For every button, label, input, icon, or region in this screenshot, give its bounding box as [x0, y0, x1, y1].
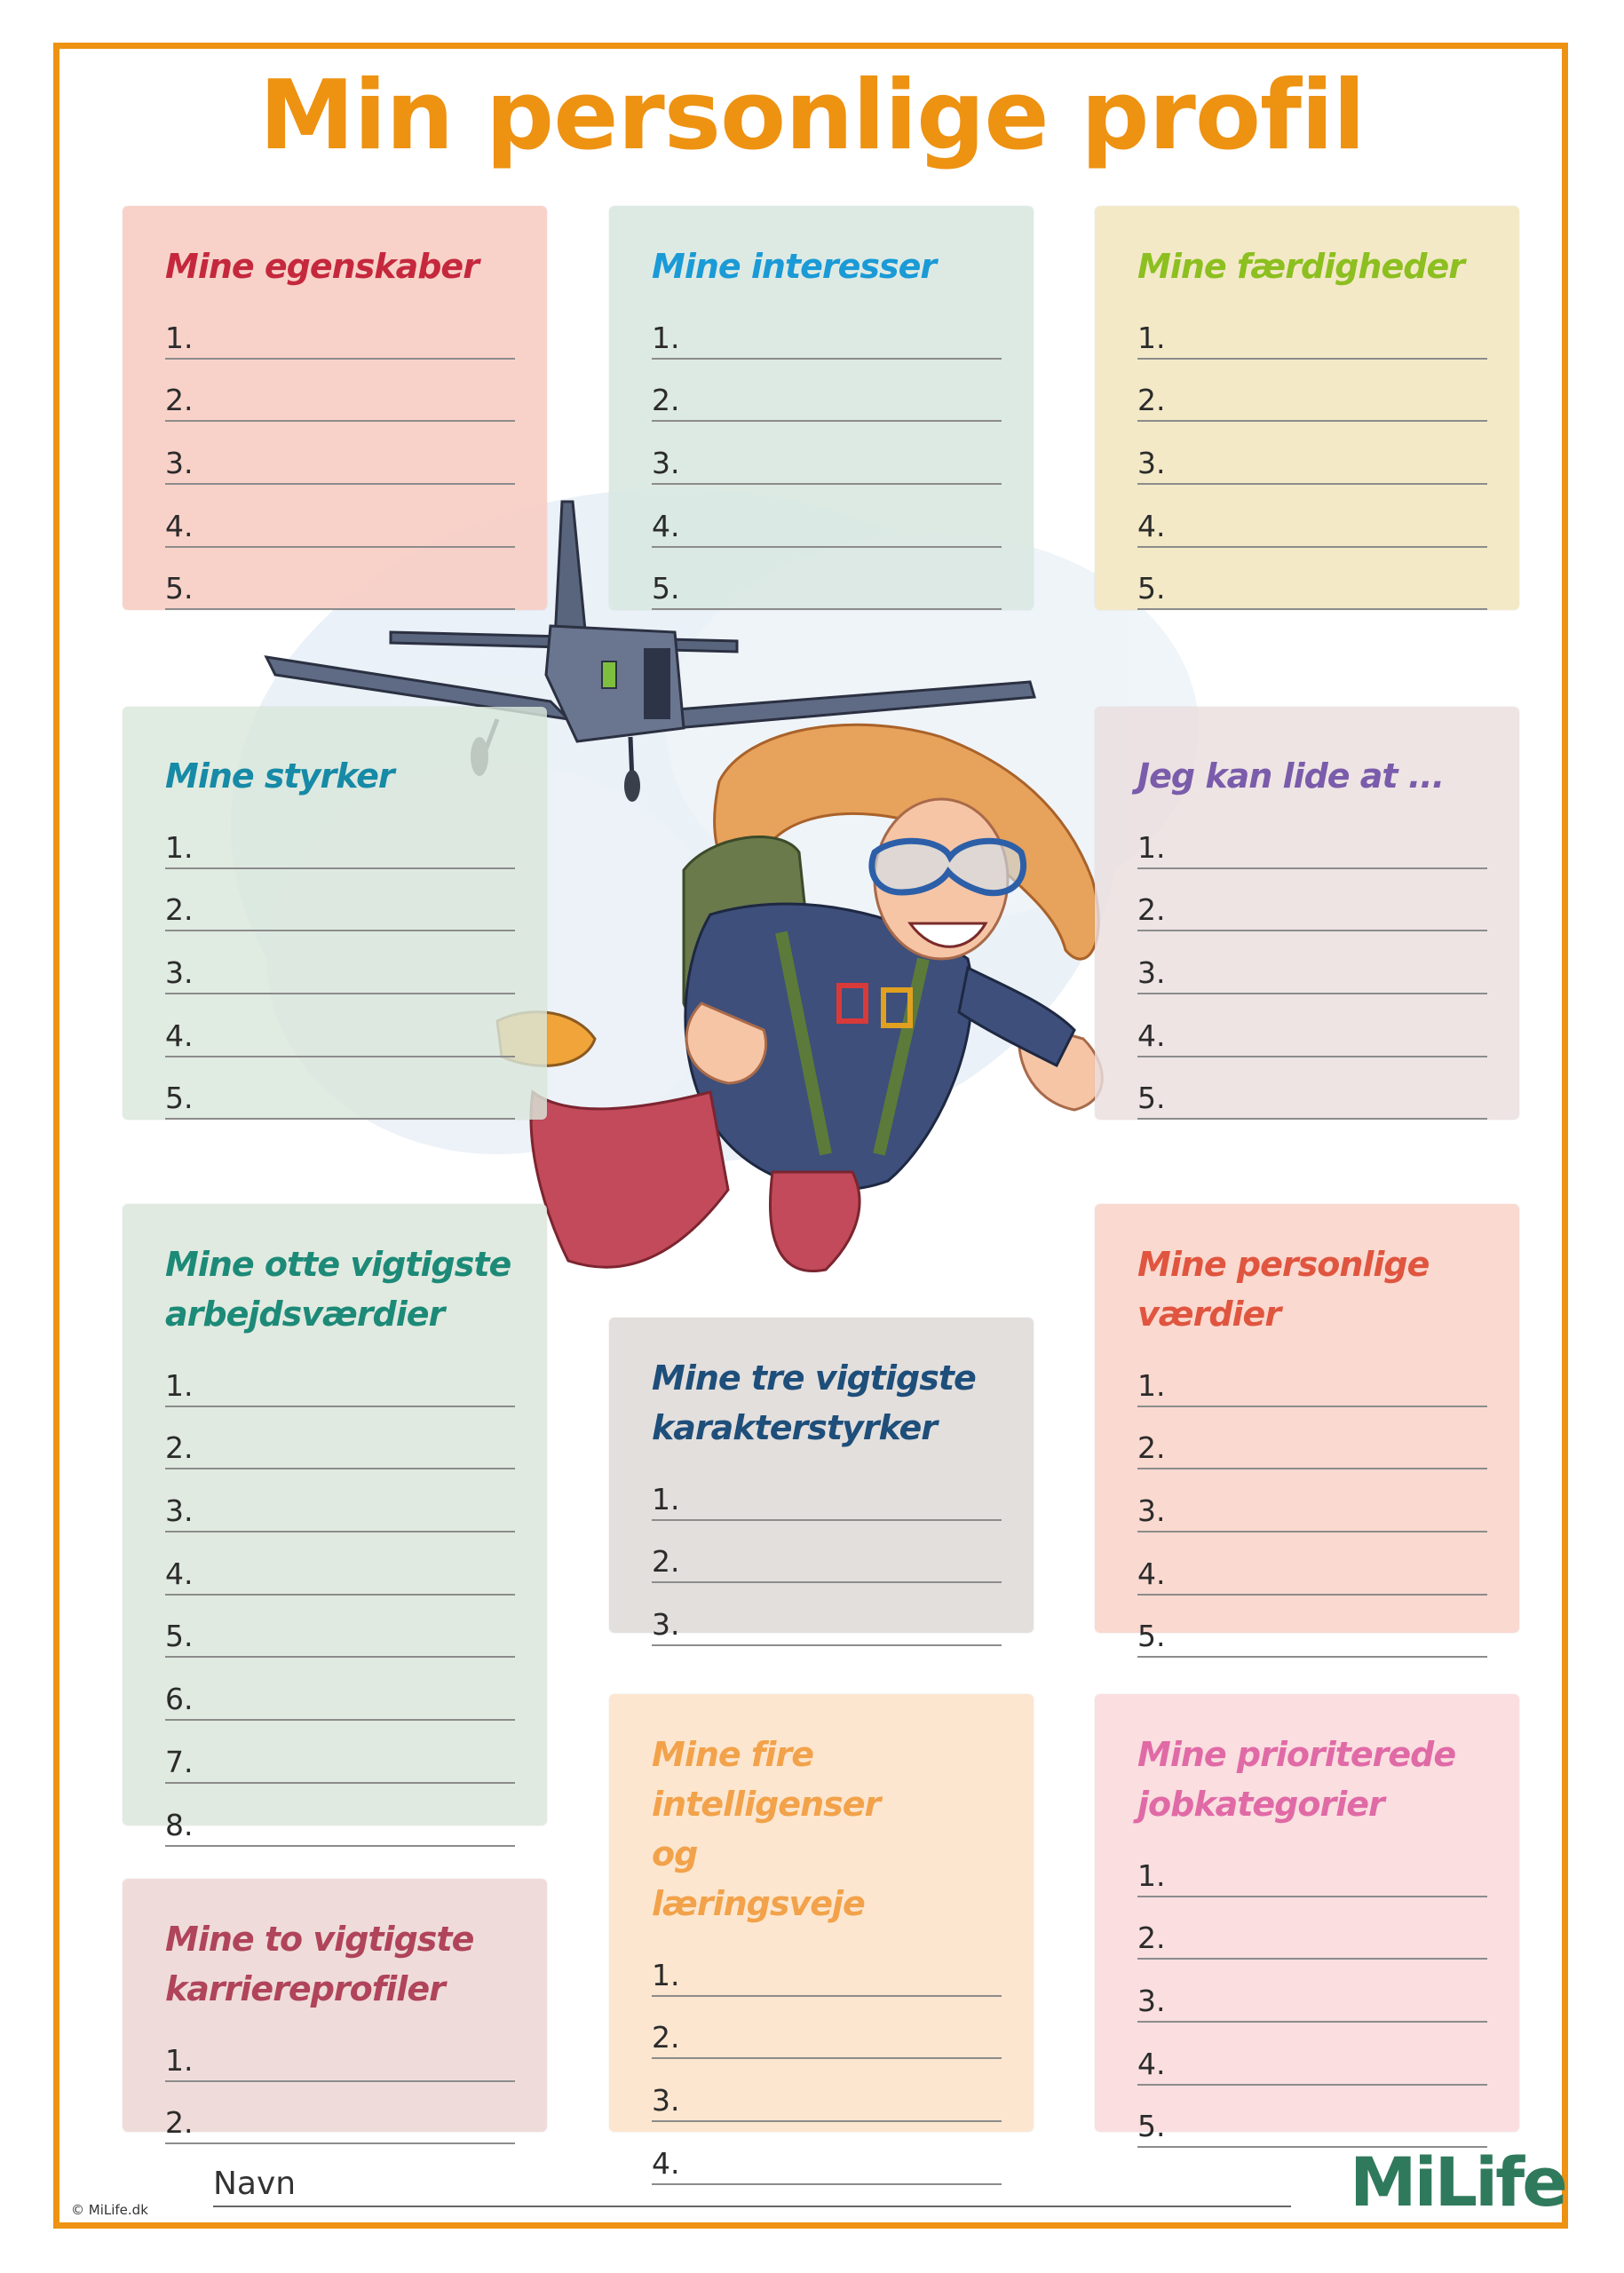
entry-line[interactable]: 4. — [165, 509, 515, 548]
box-title: Mine otte vigtigste arbejdsværdier — [165, 1245, 511, 1334]
entry-line[interactable]: 4. — [165, 1556, 515, 1596]
entry-line[interactable]: 2. — [165, 2105, 515, 2144]
entry-line[interactable]: 5. — [165, 571, 515, 610]
entry-line[interactable]: 1. — [652, 1958, 1002, 1997]
entry-line[interactable]: 2. — [165, 1430, 515, 1469]
box-mine-to-vigtigste-karriereprofiler — [123, 1879, 547, 2141]
box-title: Mine tre vigtigste karakterstyrker — [652, 1358, 976, 1447]
entry-line[interactable]: 6. — [165, 1682, 515, 1721]
name-field[interactable]: Navn — [213, 2166, 1291, 2207]
entry-line[interactable]: 1. — [165, 2043, 515, 2082]
entry-line[interactable]: 3. — [1137, 1493, 1487, 1532]
entry-line[interactable]: 7. — [165, 1745, 515, 1784]
entry-line[interactable]: 3. — [1137, 446, 1487, 485]
entry-line[interactable]: 1. — [652, 321, 1002, 360]
entry-line[interactable]: 4. — [165, 1018, 515, 1057]
entry-line[interactable]: 5. — [1137, 1081, 1487, 1120]
entry-line[interactable]: 1. — [1137, 321, 1487, 360]
entry-line[interactable]: 5. — [652, 571, 1002, 610]
entry-line[interactable]: 4. — [1137, 1556, 1487, 1596]
entry-line[interactable]: 5. — [165, 1619, 515, 1658]
entry-line[interactable]: 1. — [165, 1368, 515, 1407]
entry-line[interactable]: 1. — [1137, 1368, 1487, 1407]
entry-line[interactable]: 3. — [652, 2083, 1002, 2122]
entry-line[interactable]: 1. — [1137, 1858, 1487, 1897]
entry-line[interactable]: 3. — [1137, 1984, 1487, 2023]
copyright-notice: © MiLife.dk — [71, 2202, 148, 2218]
entry-line[interactable]: 3. — [652, 446, 1002, 485]
entry-line[interactable]: 3. — [165, 1493, 515, 1532]
entry-line[interactable]: 2. — [1137, 383, 1487, 422]
entry-line[interactable]: 3. — [165, 955, 515, 994]
entry-line[interactable]: 4. — [1137, 509, 1487, 548]
box-title: Jeg kan lide at ... — [1137, 756, 1445, 796]
box-mine-tre-vigtigste-karakterstyrker — [609, 1318, 1034, 1643]
entry-line[interactable]: 2. — [652, 2020, 1002, 2059]
box-title: Mine fire intelligenser og læringsveje — [652, 1735, 881, 1923]
entry-line[interactable]: 5. — [1137, 1619, 1487, 1658]
entry-line[interactable]: 1. — [165, 830, 515, 869]
box-title: Mine styrker — [165, 756, 394, 796]
entry-line[interactable]: 3. — [165, 446, 515, 485]
page-title: Min personlige profil — [258, 60, 1366, 171]
entry-line[interactable]: 2. — [165, 383, 515, 422]
entry-line[interactable]: 2. — [1137, 1921, 1487, 1960]
entry-line[interactable]: 4. — [652, 509, 1002, 548]
entry-line[interactable]: 1. — [652, 1482, 1002, 1521]
entry-line[interactable]: 1. — [165, 321, 515, 360]
entry-line[interactable]: 5. — [165, 1081, 515, 1120]
entry-line[interactable]: 1. — [1137, 830, 1487, 869]
entry-line[interactable]: 8. — [165, 1808, 515, 1847]
entry-line[interactable]: 4. — [652, 2146, 1002, 2185]
box-title: Mine prioriterede jobkategorier — [1137, 1735, 1456, 1824]
box-title: Mine egenskaber — [165, 247, 479, 286]
entry-line[interactable]: 2. — [1137, 1430, 1487, 1469]
box-mine-styrker — [123, 707, 547, 1120]
entry-line[interactable]: 5. — [1137, 2109, 1487, 2148]
entry-line[interactable]: 3. — [652, 1607, 1002, 1646]
box-mine-personlige-vaerdier — [1095, 1204, 1519, 1654]
box-mine-interesser — [609, 206, 1034, 610]
box-title: Mine personlige værdier — [1137, 1245, 1430, 1334]
box-mine-otte-vigtigste-arbejdsvaerdier — [123, 1204, 547, 1842]
box-mine-fire-intelligenser — [609, 1694, 1034, 2181]
entry-line[interactable]: 4. — [1137, 2047, 1487, 2086]
entry-line[interactable]: 4. — [1137, 1018, 1487, 1057]
box-title: Mine færdigheder — [1137, 247, 1464, 286]
box-mine-prioriterede-jobkategorier — [1095, 1694, 1519, 2144]
entry-line[interactable]: 2. — [652, 383, 1002, 422]
milife-logo: MiLife — [1350, 2142, 1565, 2222]
entry-line[interactable]: 3. — [1137, 955, 1487, 994]
box-jeg-kan-lide-at — [1095, 707, 1519, 1120]
box-title: Mine to vigtigste karriereprofiler — [165, 1920, 474, 2008]
box-mine-faerdigheder — [1095, 206, 1519, 610]
entry-line[interactable]: 2. — [165, 892, 515, 931]
box-title: Mine interesser — [652, 247, 937, 286]
entry-line[interactable]: 2. — [1137, 892, 1487, 931]
entry-line[interactable]: 5. — [1137, 571, 1487, 610]
entry-line[interactable]: 2. — [652, 1544, 1002, 1583]
box-mine-egenskaber — [123, 206, 547, 610]
